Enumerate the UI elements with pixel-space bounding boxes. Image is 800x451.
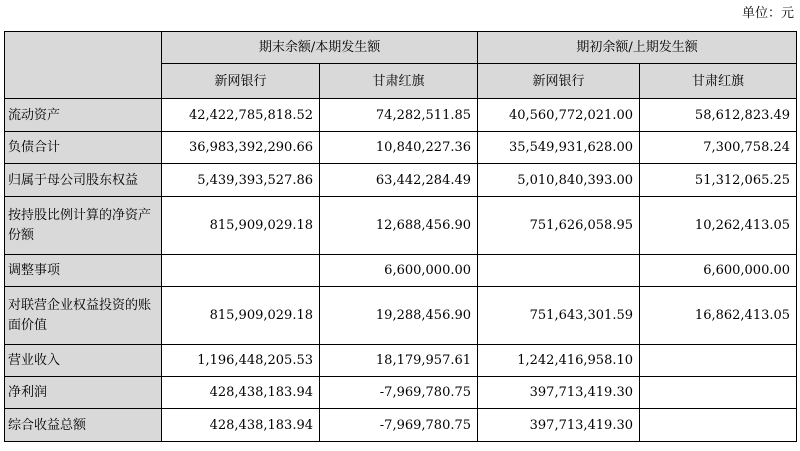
cell-value: 35,549,931,628.00 — [478, 132, 640, 164]
cell-value: 5,439,393,527.86 — [162, 164, 320, 197]
cell-value: 18,179,957.61 — [320, 345, 478, 377]
cell-value: 10,840,227.36 — [320, 132, 478, 164]
cell-value — [640, 345, 797, 377]
cell-value: 815,909,029.18 — [162, 287, 320, 345]
cell-value: 428,438,183.94 — [162, 377, 320, 409]
cell-value: 74,282,511.85 — [320, 99, 478, 132]
cell-value: 751,643,301.59 — [478, 287, 640, 345]
cell-value: 751,626,058.95 — [478, 197, 640, 255]
row-label: 负债合计 — [5, 132, 162, 164]
cell-value: 397,713,419.30 — [478, 377, 640, 409]
row-label: 按持股比例计算的净资产份额 — [5, 197, 162, 255]
header-gansu-prior: 甘肃红旗 — [640, 64, 797, 99]
cell-value: 428,438,183.94 — [162, 409, 320, 442]
table-row — [5, 287, 797, 345]
cell-value — [478, 255, 640, 287]
cell-value: 6,600,000.00 — [640, 255, 797, 287]
cell-value: 7,300,758.24 — [640, 132, 797, 164]
table-row — [5, 99, 797, 132]
table-row — [5, 377, 797, 409]
financial-table — [4, 31, 797, 442]
cell-value: 5,010,840,393.00 — [478, 164, 640, 197]
header-group-current: 期末余额/本期发生额 — [162, 32, 478, 64]
cell-value: 1,196,448,205.53 — [162, 345, 320, 377]
cell-value: 51,312,065.25 — [640, 164, 797, 197]
cell-value — [640, 377, 797, 409]
cell-value: 10,262,413.05 — [640, 197, 797, 255]
header-xinwang-current: 新网银行 — [162, 64, 320, 99]
cell-value: 815,909,029.18 — [162, 197, 320, 255]
row-label: 综合收益总额 — [5, 409, 162, 442]
cell-value: 63,442,284.49 — [320, 164, 478, 197]
row-label: 调整事项 — [5, 255, 162, 287]
row-label: 对联营企业权益投资的账面价值 — [5, 287, 162, 345]
header-group-prior: 期初余额/上期发生额 — [478, 32, 797, 64]
cell-value: 1,242,416,958.10 — [478, 345, 640, 377]
cell-value: 19,288,456.90 — [320, 287, 478, 345]
cell-value — [640, 409, 797, 442]
table-row — [5, 409, 797, 442]
cell-value: -7,969,780.75 — [320, 377, 478, 409]
cell-value: -7,969,780.75 — [320, 409, 478, 442]
cell-value: 58,612,823.49 — [640, 99, 797, 132]
row-label: 营业收入 — [5, 345, 162, 377]
unit-label: 单位：元 — [741, 6, 794, 21]
cell-value: 12,688,456.90 — [320, 197, 478, 255]
row-label: 流动资产 — [5, 99, 162, 132]
cell-value: 36,983,392,290.66 — [162, 132, 320, 164]
table-row — [5, 255, 797, 287]
table-row — [5, 132, 797, 164]
cell-value: 16,862,413.05 — [640, 287, 797, 345]
header-row-groups — [5, 32, 797, 64]
header-gansu-current: 甘肃红旗 — [320, 64, 478, 99]
cell-value: 397,713,419.30 — [478, 409, 640, 442]
row-label: 归属于母公司股东权益 — [5, 164, 162, 197]
header-corner — [5, 32, 162, 99]
cell-value: 40,560,772,021.00 — [478, 99, 640, 132]
cell-value: 6,600,000.00 — [320, 255, 478, 287]
table-row — [5, 345, 797, 377]
cell-value: 42,422,785,818.52 — [162, 99, 320, 132]
table-row — [5, 197, 797, 255]
cell-value — [162, 255, 320, 287]
table-row — [5, 164, 797, 197]
header-xinwang-prior: 新网银行 — [478, 64, 640, 99]
row-label: 净利润 — [5, 377, 162, 409]
